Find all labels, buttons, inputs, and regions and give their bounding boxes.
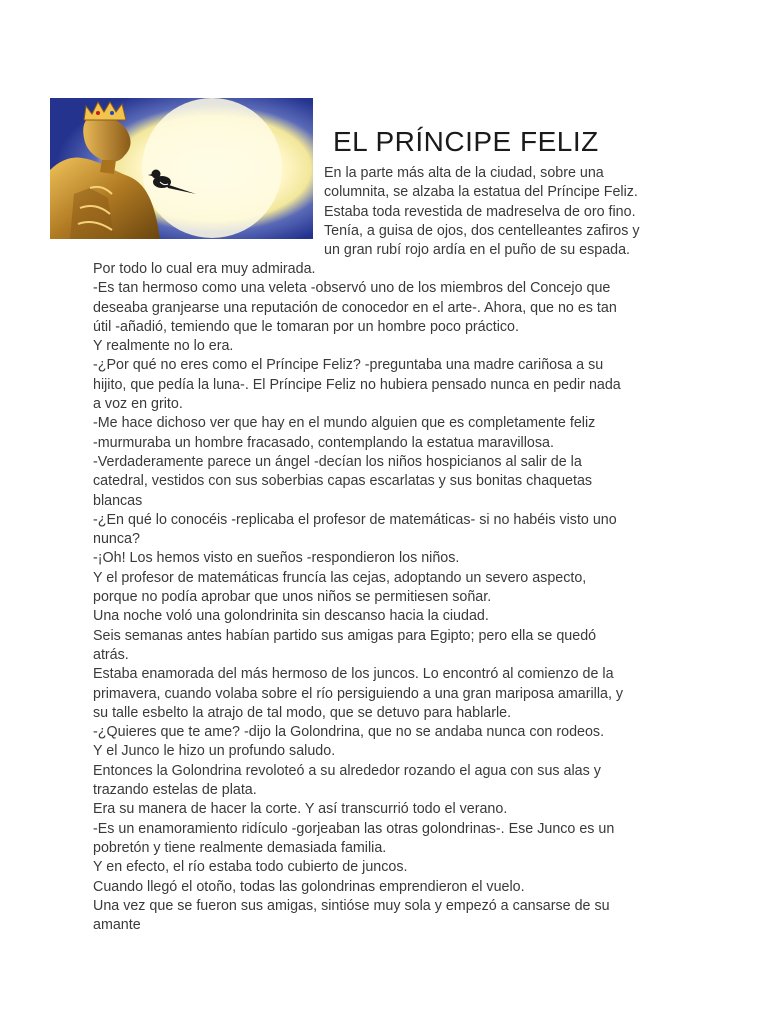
text-line: Cuando llegó el otoño, todas las golondrinas emprendieron el vuelo. (93, 878, 525, 895)
text-line: Tenía, a guisa de ojos, dos centelleantes zafiros y (324, 222, 640, 239)
text-line: atrás. (93, 646, 129, 663)
text-line: nunca? (93, 531, 140, 548)
text-line: trazando estelas de plata. (93, 782, 257, 799)
text-line: -¿En qué lo conocéis -replicaba el profesor de matemáticas- si no habéis visto uno (93, 511, 617, 528)
text-line: Entonces la Golondrina revoloteó a su alrededor rozando el agua con sus alas y (93, 762, 601, 779)
text-line: -murmuraba un hombre fracasado, contemplando la estatua maravillosa. (93, 434, 554, 451)
text-line: -Verdaderamente parece un ángel -decían los niños hospicianos al salir de la (93, 453, 582, 470)
text-line: columnita, se alzaba la estatua del Príncipe Feliz. (324, 184, 638, 201)
text-line: Estaba toda revestida de madreselva de oro fino. (324, 203, 636, 220)
text-line: Y en efecto, el río estaba todo cubierto de juncos. (93, 859, 408, 876)
text-line: útil -añadió, temiendo que le tomaran por un hombre poco práctico. (93, 318, 519, 335)
text-line: -Me hace dichoso ver que hay en el mundo alguien que es completamente feliz (93, 415, 596, 432)
text-line: Estaba enamorada del más hermoso de los juncos. Lo encontró al comienzo de la (93, 666, 614, 683)
text-line: hijito, que pedía la luna-. El Príncipe Feliz no hubiera pensado nunca en pedir nada (93, 376, 621, 393)
statue-neck (100, 160, 116, 174)
intro-paragraph (324, 164, 684, 260)
text-line: porque no podía aprobar que unos niños se permitiesen soñar. (93, 589, 492, 606)
text-line: Y el profesor de matemáticas fruncía las cejas, adoptando un severo aspecto, (93, 569, 587, 586)
text-line: En la parte más alta de la ciudad, sobre una (324, 165, 604, 181)
text-line: -¡Oh! Los hemos visto en sueños -respondieron los niños. (93, 550, 460, 567)
text-line: un gran rubí rojo ardía en el puño de su espada. (324, 242, 631, 259)
full-moon (142, 98, 282, 238)
text-line: Y el Junco le hizo un profundo saludo. (93, 743, 336, 760)
text-line: catedral, vestidos con sus soberbias capas escarlatas y sus bonitas chaquetas (93, 473, 593, 490)
text-line: pobretón y tiene realmente demasiada familia. (93, 839, 387, 856)
text-line: su talle esbelto la atrajo de tal modo, que se detuvo para hablarle. (93, 704, 512, 721)
text-line: Y realmente no lo era. (93, 338, 234, 355)
story-text (93, 260, 693, 935)
text-line: -¿Quieres que te ame? -dijo la Golondrina, que no se andaba nunca con rodeos. (93, 724, 605, 741)
crown-jewel (96, 111, 100, 115)
text-line: Una vez que se fueron sus amigas, sintióse muy sola y empezó a cansarse de su (93, 897, 610, 914)
text-line: -Es tan hermoso como una veleta -observó uno de los miembros del Concejo que (93, 280, 611, 297)
text-line: blancas (93, 492, 143, 509)
page-title: EL PRÍNCIPE FELIZ (333, 126, 599, 157)
text-line: Seis semanas antes habían partido sus amigas para Egipto; pero ella se quedó (93, 627, 597, 644)
text-line: Una noche voló una golondrinita sin descanso hacia la ciudad. (93, 608, 489, 625)
text-line: -Es un enamoramiento ridículo -gorjeaban las otras golondrinas-. Ese Junco es un (93, 820, 615, 837)
text-line: amante (93, 917, 141, 934)
text-line: Era su manera de hacer la corte. Y así transcurrió todo el verano. (93, 801, 508, 818)
text-line: deseaba granjearse una reputación de conocedor en el arte-. Ahora, que no es tan (93, 299, 617, 316)
text-line: primavera, cuando volaba sobre el río persiguiendo a una gran mariposa amarilla, y (93, 685, 624, 702)
text-line: -¿Por qué no eres como el Príncipe Feliz? -preguntaba una madre cariñosa a su (93, 357, 604, 374)
text-line: a voz en grito. (93, 396, 183, 413)
prince-statue-illustration (50, 98, 313, 239)
crown-jewel (110, 111, 114, 115)
text-line: Por todo lo cual era muy admirada. (93, 261, 316, 277)
prince-swallow-moon-image (50, 98, 313, 239)
